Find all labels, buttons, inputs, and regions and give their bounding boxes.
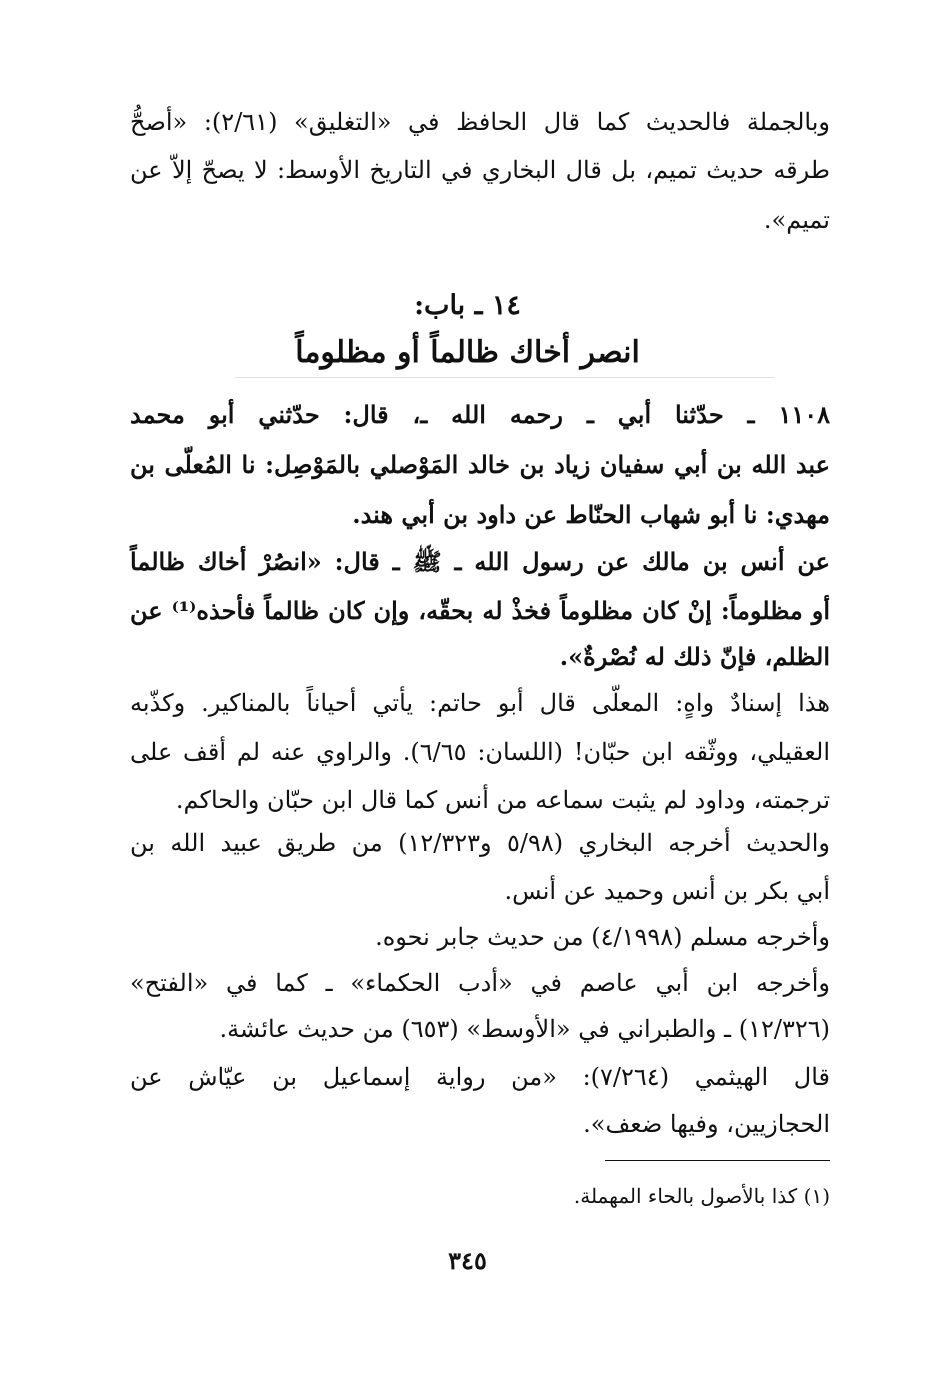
hadith-chain-line-2: عبد الله بن أبي سفيان زياد بن خالد المَوْصلي بالمَوْصِل: نا المُعلّى بن (130, 450, 830, 479)
footnote-divider (605, 1160, 830, 1161)
commentary-line: الحجازيين، وفيها ضعف». (583, 1110, 830, 1138)
intro-line-1: وبالجملة فالحديث كما قال الحافظ في «التغليق» (٢/٦١): «أصحُّ (130, 108, 830, 136)
commentary-line: قال الهيثمي (٧/٢٦٤): «من رواية إسماعيل بن عيّاش عن (130, 1063, 830, 1091)
commentary-line: أبي بكر بن أنس وحميد عن أنس. (504, 877, 830, 905)
heading-divider (235, 377, 775, 378)
intro-line-2: طرقه حديث تميم، بل قال البخاري في التاريخ الأوسط: لا يصحّ إلاّ عن (130, 156, 830, 184)
commentary-line: (١٢/٣٢٦) ـ والطبراني في «الأوسط» (٦٥٣) من حديث عائشة. (219, 1015, 830, 1043)
hadith-text-line-1: عن أنس بن مالك عن رسول الله ـ ﷺ ـ قال: «انصُرْ أخاك ظالماً (130, 547, 831, 576)
page-number: ٣٤٥ (448, 1246, 487, 1275)
hadith-chain-line-3: مهدي: نا أبو شهاب الحنّاط عن داود بن أبي هند. (352, 500, 830, 529)
hadith-text-line-2: أو مظلوماً: إنْ كان مظلوماً فخذْ له بحقّه، وإن كان ظالماً فأحذه⁽¹⁾ عن (130, 596, 831, 625)
commentary-line: ترجمته، وداود لم يثبت سماعه من أنس كما قال ابن حبّان والحاكم. (175, 786, 830, 814)
commentary-line: والحديث أخرجه البخاري (٥/٩٨ و١٢/٣٢٣) من طريق عبيد الله بن (130, 829, 830, 857)
commentary-line: العقيلي، ووثّقه ابن حبّان! (اللسان: ٦/٦٥). والراوي عنه لم أقف على (130, 738, 830, 766)
intro-line-3: تميم». (763, 206, 830, 234)
commentary-line: هذا إسنادٌ واهٍ: المعلّى قال أبو حاتم: يأتي أحياناً بالمناكير. وكذّبه (130, 689, 830, 717)
commentary-line: وأخرجه ابن أبي عاصم في «أدب الحكماء» ـ كما في «الفتح» (130, 969, 830, 997)
hadith-chain-line-1: ١١٠٨ ـ حدّثنا أبي ـ رحمه الله ـ، قال: حدّثني أبو محمد (130, 400, 830, 429)
footnote: (١) كذا بالأصول بالحاء المهملة. (573, 1184, 830, 1208)
hadith-text-line-3: الظلم، فإنّ ذلك له نُصْرةٌ». (559, 642, 830, 671)
chapter-number: ١٤ ـ باب: (414, 290, 521, 321)
commentary-line: وأخرجه مسلم (٤/١٩٩٨) من حديث جابر نحوه. (375, 923, 830, 951)
chapter-title: انصر أخاك ظالماً أو مظلوماً (295, 335, 640, 370)
